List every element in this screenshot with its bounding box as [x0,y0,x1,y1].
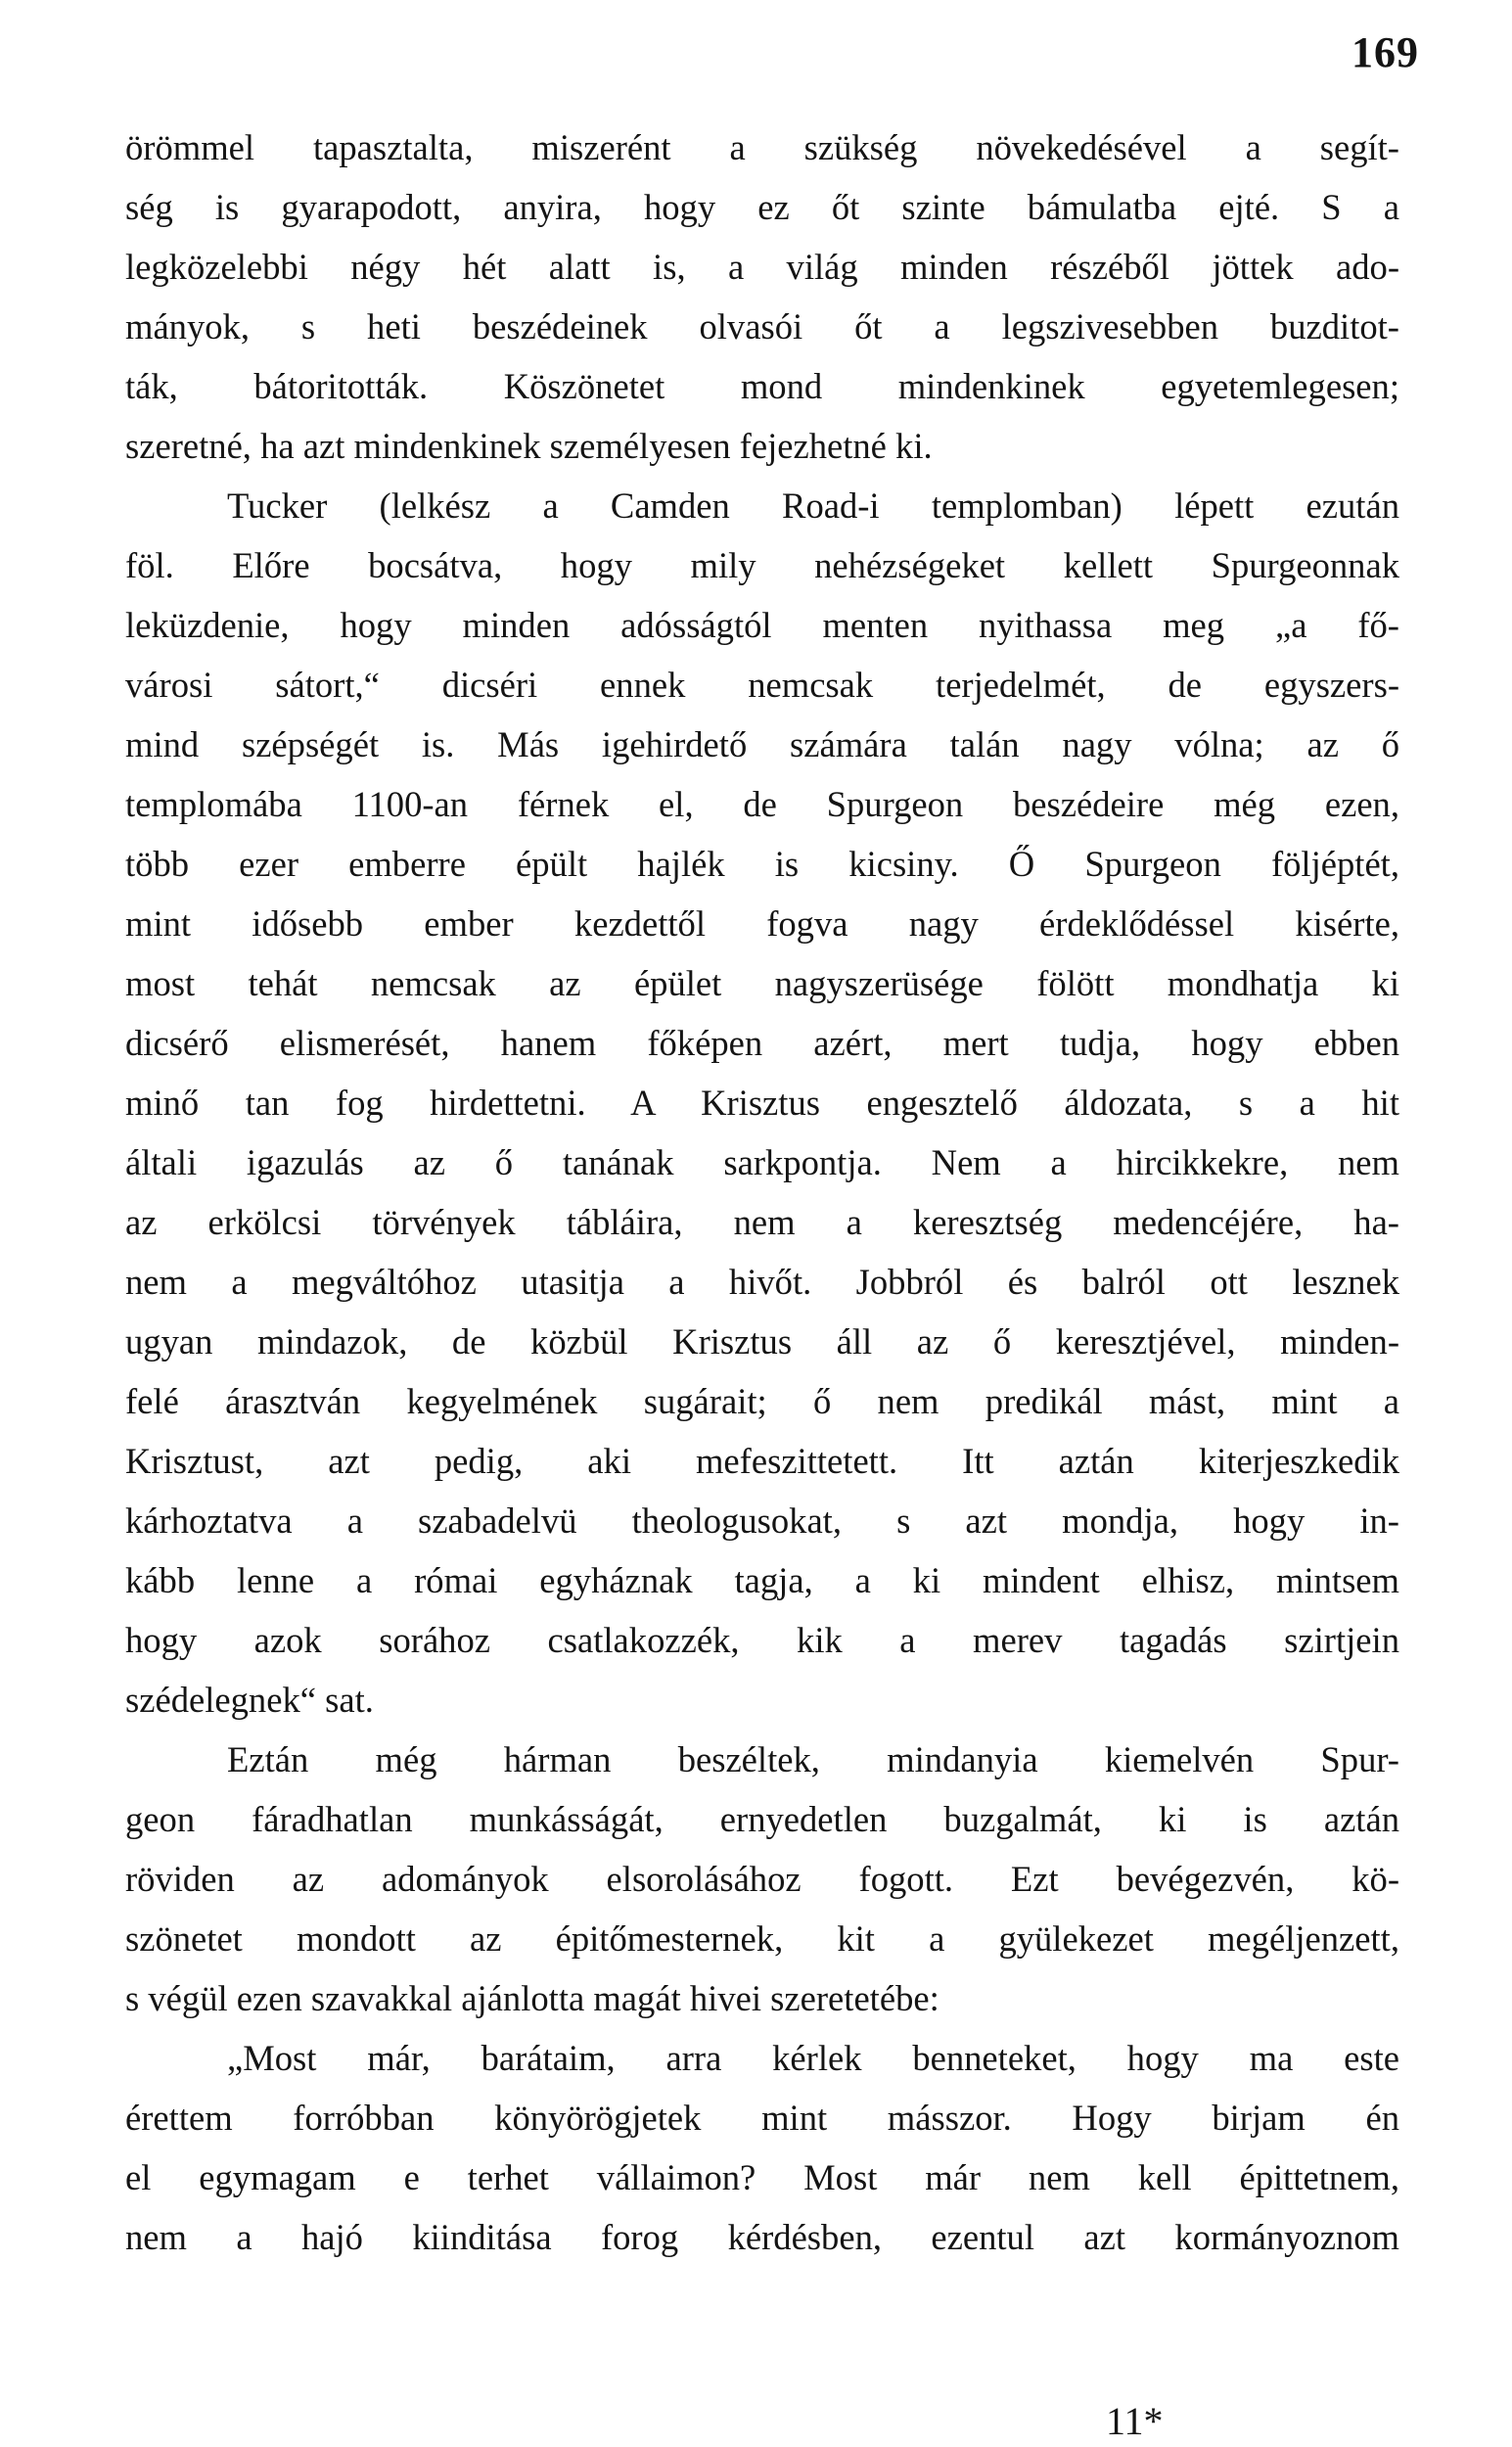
text-line: röviden az adományok elsorolásához fogott. Ezt bevégezvén, kö- [125,1859,1399,1899]
text-line: hogy azok sorához csatlakozzék, kik a merev tagadás szirtjein [125,1620,1399,1660]
text-line: most tehát nemcsak az épület nagyszerüsége fölött mondhatja ki [125,963,1399,1003]
text-line: örömmel tapasztalta, miszerént a szükség növekedésével a segít- [125,127,1399,167]
text-line: ség is gyarapodott, anyira, hogy ez őt szinte bámulatba ejté. S a [125,187,1399,227]
text-line: az erkölcsi törvények tábláira, nem a keresztség medencéjére, ha- [125,1202,1399,1242]
text-line: legközelebbi négy hét alatt is, a világ minden részéből jöttek ado- [125,247,1399,287]
text-line: ták, bátoritották. Köszönetet mond mindenkinek egyetemlegesen; [125,366,1399,406]
text-line: templomába 1100-an férnek el, de Spurgeon beszédeire még ezen, [125,784,1399,824]
text-line: felé árasztván kegyelmének sugárait; ő nem predikál mást, mint a [125,1381,1399,1421]
text-line: kább lenne a római egyháznak tagja, a ki mindent elhisz, mintsem [125,1560,1399,1600]
text-line: szönetet mondott az épitőmesternek, kit a gyülekezet megéljenzett, [125,1918,1399,1959]
text-line: mányok, s heti beszédeinek olvasói őt a legszivesebben buzditot- [125,306,1399,346]
text-line: „Most már, barátaim, arra kérlek benneteket, hogy ma este [227,2038,1399,2078]
text-line: Tucker (lelkész a Camden Road-i templomban) lépett ezután [227,485,1399,526]
text-line: leküzdenie, hogy minden adósságtól menten nyithassa meg „a fő- [125,605,1399,645]
text-line: Eztán még hárman beszéltek, mindanyia kiemelvén Spur- [227,1739,1399,1779]
text-line: Krisztust, azt pedig, aki mefeszittetett. Itt aztán kiterjeszkedik [125,1441,1399,1481]
text-line: föl. Előre bocsátva, hogy mily nehézségeket kellett Spurgeonnak [125,545,1399,585]
text-line: általi igazulás az ő tanának sarkpontja. Nem a hircikkekre, nem [125,1142,1399,1182]
text-line: szeretné, ha azt mindenkinek személyesen fejezhetné ki. [125,426,933,466]
text-line: minő tan fog hirdettetni. A Krisztus engesztelő áldozata, s a hit [125,1083,1399,1123]
page-number: 169 [1352,28,1419,76]
text-line: el egymagam e terhet vállaimon? Most már nem kell épittetnem, [125,2157,1399,2197]
text-line: dicsérő elismerését, hanem főképen azért, mert tudja, hogy ebben [125,1023,1399,1063]
text-line: mint idősebb ember kezdettől fogva nagy érdeklődéssel kisérte, [125,903,1399,944]
text-line: kárhoztatva a szabadelvü theologusokat, s azt mondja, hogy in- [125,1501,1399,1541]
text-line: nem a megváltóhoz utasitja a hivőt. Jobbról és balról ott lesznek [125,1262,1399,1302]
text-line: ugyan mindazok, de közbül Krisztus áll az ő keresztjével, minden- [125,1321,1399,1362]
body-text [125,117,1399,2267]
text-line: geon fáradhatlan munkásságát, ernyedetlen buzgalmát, ki is aztán [125,1799,1399,1839]
text-line: szédelegnek“ sat. [125,1680,374,1720]
text-line: mind szépségét is. Más igehirdető számára talán nagy vólna; az ő [125,724,1399,764]
text-line: érettem forróbban könyörögjetek mint másszor. Hogy birjam én [125,2098,1399,2138]
text-line: városi sátort,“ dicséri ennek nemcsak terjedelmét, de egyszers- [125,665,1399,705]
text-line: s végül ezen szavakkal ajánlotta magát hivei szeretetébe: [125,1978,939,2018]
text-line: több ezer emberre épült hajlék is kicsiny. Ő Spurgeon följéptét, [125,844,1399,884]
text-line: nem a hajó kiinditása forog kérdésben, ezentul azt kormányoznom [125,2217,1399,2257]
signature-mark: 11* [1106,2399,1164,2443]
